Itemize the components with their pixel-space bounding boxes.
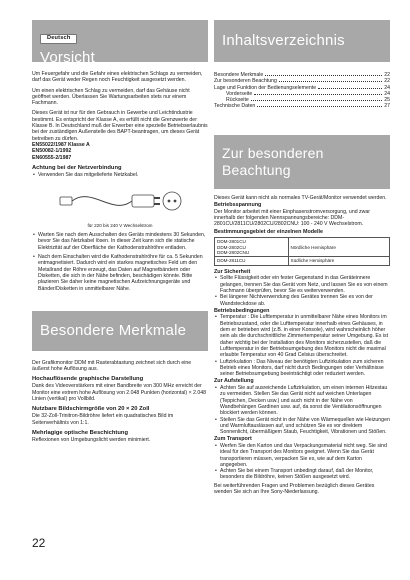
bedingungen-bullet: • Luftzirkulation : Das Niveau der benötigten Luftzirkulation zum sicheren Betrieb eines Monitors, darf nicht durch Bedingungen oder Verhältnisse seiner Betriebsumgebung beeinträchtigt oder reduziert werden. xyxy=(220,359,390,378)
merkmale-text: Die 32-Zoll-Trinitron-Bildröhre liefert ein quadratisches Bild im Seitenverhältnis von 1:1. xyxy=(32,413,174,426)
merkmale-banner xyxy=(32,311,208,351)
merkmale-heading: Mehrlagige optische Beschichtung xyxy=(32,429,128,436)
toc-entry[interactable] xyxy=(214,103,390,109)
transport-bullet: • Werfen Sie den Karton und das Verpackungsmaterial nicht weg. Sie sind ideal für den Transport des Monitors geeignet. Wenn Sie das Gerät transportieren müssen, verpacken Sie es, wie auf dem Karton angegeben. xyxy=(220,443,390,468)
inhalt-title: Inhaltsverzeichnis xyxy=(222,32,345,49)
merkmale-text: Dank des Videoverstärkers mit einer Bandbreite von 300 MHz erreicht der Monitor eine extrem hohe Auflösung von 2.048 Punkten (horizontal) × 2.048 Linien (vertikal) pro Vollbild. xyxy=(32,383,207,403)
merkmale-text: Reflexionen von Umgebungslicht werden minimiert. xyxy=(32,436,151,443)
aufstellung-list xyxy=(214,385,390,435)
aufstellung-heading: Zur Aufstellung xyxy=(214,378,254,385)
betrieb-text: Der Monitor arbeitet mit einer Einphasenstromversorgung, und zwar innerhalb der folgenden Nennspannungsbereiche: DDM-2801CU/2811CU/2802CU/2802CNU: 100 - 240 V Wechselstrom. xyxy=(214,208,370,228)
merkmale-title: Besondere Merkmale xyxy=(40,321,187,339)
inhalt-banner xyxy=(214,20,390,62)
table-cell-model: DDM-2801CU DDM-2802CU DDM-2802CNU xyxy=(215,238,289,257)
aufstellung-bullet: • Stellen Sie das Gerät nicht in der Nähe von Wärmequellen wie Heizungen und Warmluftauslässen auf, und schützen Sie es vor direktem Sonnenlicht, übermäßigem Staub, Feuchtigkeit, Vibrationen und Stößen. xyxy=(220,417,390,436)
vorsicht-title: Vorsicht xyxy=(40,49,95,67)
toc-page: 25 xyxy=(384,97,390,104)
beachtung-intro: Dieses Gerät kann nicht als normales TV-Gerät/Monitor verwendet werden. xyxy=(214,194,387,201)
model-table xyxy=(214,237,390,266)
power-plug-figure xyxy=(32,181,208,221)
figure-caption: für 220 bis 240 V Wechselstrom xyxy=(87,223,153,229)
bedingungen-heading: Betriebsbedingungen xyxy=(214,307,270,314)
vorsicht-body xyxy=(32,71,208,292)
norm-line: EN55022/1987 Klasse A xyxy=(32,141,90,148)
merkmale-body xyxy=(32,360,208,443)
language-tab: Deutsch xyxy=(40,34,77,45)
table-cell-model: DDM-2811CU xyxy=(215,257,289,265)
merkmale-heading: Hochauflösende graphische Darstellung xyxy=(32,376,144,383)
toc-page: 24 xyxy=(384,90,390,97)
beachtung-banner xyxy=(214,135,390,189)
merkmale-intro: Der Grafikmonitor DDM mit Rasterabtastung zeichnet sich durch eine äußerst hohe Auflösung aus. xyxy=(32,359,192,373)
toc-page: 22 xyxy=(384,78,390,85)
transport-bullet: • Achten Sie bei einem Transport unbedingt darauf, daß der Monitor, besonders die Bildröhre, keinen Stößen ausgesetzt wird. xyxy=(220,468,390,481)
vorsicht-bullets xyxy=(32,232,208,292)
transport-heading: Zum Transport xyxy=(214,436,252,443)
beachtung-title-line2: Beachtung xyxy=(222,161,291,178)
toc-label: Technische Daten xyxy=(214,103,256,110)
beachtung-title-line1: Zur besonderen xyxy=(222,144,324,161)
vorsicht-paragraph: Um einen elektrischen Schlag zu vermeiden, darf das Gehäuse nicht geöffnet werden. Überlassen Sie Wartungsarbeiten stets nur einem Fachmann. xyxy=(32,87,190,107)
right-column xyxy=(214,20,390,499)
table-cell-region: Nördliche Hemisphäre xyxy=(288,238,390,257)
table-row xyxy=(215,257,390,265)
toc-label: Vorderseite xyxy=(226,90,253,97)
vorsicht-banner xyxy=(32,20,208,67)
power-heading: Achtung bei der Netzverbindung xyxy=(32,164,122,171)
bedingungen-list xyxy=(214,314,390,377)
norm-line: EN50082-1/1992 xyxy=(32,148,72,155)
toc-page: 22 xyxy=(384,72,390,78)
power-bullet: • Verwenden Sie das mitgelieferte Netzkabel. xyxy=(38,172,208,178)
merkmale-heading: Nutzbare Bildschirmgröße von 20 × 20 Zoll xyxy=(32,406,150,413)
page-number: 22 xyxy=(32,536,46,550)
transport-list xyxy=(214,443,390,481)
bestimmung-heading: Bestimmungsgebiet der einzelnen Modelle xyxy=(214,228,324,235)
table-of-contents xyxy=(214,72,390,110)
norm-line: EN60555-2/1987 xyxy=(32,154,72,161)
aufstellung-bullet: • Achten Sie auf ausreichende Luftzirkulation, um einen internen Hitzestau zu vermeiden. Stellen Sie das Gerät nicht auf weichen Unterlagen (Teppichen, Decken usw.) und auch nicht in der Nähe von Wandbehängen Gardinen usw. auf, da sonst die Ventilationsöffnungen blockiert werden können. xyxy=(220,385,390,416)
vorsicht-paragraph: Um Feuergefahr und die Gefahr eines elektrischen Schlags zu vermeiden, darf das Gerät weder Regen noch Feuchtigkeit ausgesetzt werden. xyxy=(32,71,203,84)
power-list xyxy=(32,172,208,178)
power-plug-icon xyxy=(32,181,208,221)
sicherheit-bullet: • Sollte Flüssigkeit oder ein fester Gegenstand in das Geräteinnere gelangen, trennen Sie das Gerät vom Netz, und lassen Sie es von einem Fachmann überprüfen, bevor Sie es weiterverwenden. xyxy=(220,275,390,294)
table-row xyxy=(215,238,390,257)
vorsicht-bullet: • Nach dem Einschalten wird die Kathodenstrahlröhre für ca. 5 Sekunden entmagnetisiert. Dadurch wird ein starkes magnetisches Feld um den Metallrand der Röhre erzeugt, das Daten auf Magnetbändern oder Disketten, die sich in der Nähe befinden, beschädigen könnte. Bitte plazieren Sie daher keine magnetischen Aufzeichnungsgeräte und Bänder/Disketten in unmittelbarer Nähe. xyxy=(38,254,208,292)
sicherheit-heading: Zur Sicherheit xyxy=(214,268,251,275)
closing-text: Bei weiterführenden Fragen und Problemen bezüglich dieses Gerätes wenden Sie sich an Ihre Sony-Niederlassung. xyxy=(214,482,375,496)
toc-page: 27 xyxy=(384,103,390,110)
bedingungen-bullet: • Temperatur : Die Lufttemperatur in unmittelbarer Nähe eines Monitors im Betriebszustand, oder die Lufttemperatur innerhalb eines Gehäuses, in dem er betrieben wird (z.B. in einer Konsole), wird wahrscheinlich höher sein als die durchschnittliche Zimmertemperatur seiner Umgebung. Es ist daher wichtig bei der Installation des Monitors sicherzustellen, daß die Lufttemperatur in der Betriebsumgebung des Monitors nicht die maximal erlaubte Temperatur von 40 Grad Celsius überschreitet. xyxy=(220,314,390,358)
left-column xyxy=(32,20,208,447)
vorsicht-bullet: • Warten Sie nach dem Ausschalten des Geräts mindestens 30 Sekunden, bevor Sie das Netzkabel lösen. In dieser Zeit kann sich die statische Elektrizität auf der Oberfläche der Kathodenstrahlröhre entladen. xyxy=(38,232,208,251)
toc-label: Rückseite xyxy=(226,97,249,104)
beachtung-body xyxy=(214,195,390,496)
sicherheit-bullet: • Bei längerer Nichtverwendung des Gerätes trennen Sie es von der Wandsteckdose ab. xyxy=(220,294,390,307)
betrieb-heading: Betriebsspannung xyxy=(214,202,262,209)
toc-page: 24 xyxy=(384,84,390,91)
table-cell-region: Südliche Hemisphäre xyxy=(288,257,390,265)
toc-label: Zur besonderen Beachtung xyxy=(214,78,277,85)
sicherheit-list xyxy=(214,275,390,306)
vorsicht-paragraph: Dieses Gerät ist nur für den Gebrauch in Gewerbe und Leichtindustrie bestimmt. Es entspricht der Klasse A, es erfüllt nicht die Grenzwerte der Klasse B. In Deutschland muß der Erwerber eine spezielle Betriebserlaubnis bei der zuständigen Außenstelle des BAPT-beantragen, um dieses Gerät betreiben zu dürfen. xyxy=(32,110,208,142)
toc-label: Lage und Funktion der Bedienungselemente xyxy=(214,84,317,91)
toc-label: Besondere Merkmale xyxy=(214,72,264,78)
